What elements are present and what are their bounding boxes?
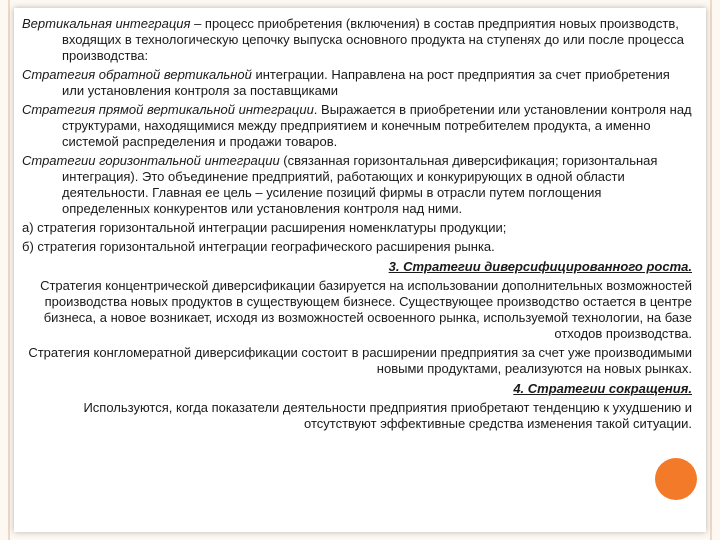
list-item-a: а) стратегия горизонтальной интеграции расширения номенклатуры продукции;	[22, 220, 507, 235]
definition-forward-integration: . Выражается в приобретении или установлении контроля над структурами, находящимися между предприятием и конечным потребителем продукта, а именно системой распределения и продажи товаров.	[62, 102, 692, 149]
term-vertical-integration: Вертикальная интеграция	[22, 16, 191, 31]
left-decorative-line	[8, 0, 10, 540]
paragraph-reduction-strategies: Используются, когда показатели деятельности предприятия приобретают тенденцию к ухудшению и отсутствуют эффективные средства изменения такой ситуации.	[83, 400, 692, 431]
term-forward-integration: Стратегия прямой вертикальной интеграции	[22, 102, 314, 117]
paragraph-backward-integration	[22, 67, 692, 99]
term-backward-integration: Стратегия обратной вертикальной	[22, 67, 252, 82]
list-item-b: б) стратегия горизонтальной интеграции географического расширения рынка.	[22, 239, 495, 254]
section-heading-diversified-growth-text: 3. Стратегии диверсифицированного роста.	[388, 259, 692, 274]
section-heading-diversified-growth	[22, 259, 692, 275]
paragraph-forward-integration	[22, 102, 692, 150]
definition-backward-integration: интеграции. Направлена на рост предприятия за счет приобретения или установления контроля за поставщиками	[62, 67, 670, 98]
section-heading-reduction-text: 4. Стратегии сокращения.	[513, 381, 692, 396]
paragraph-conglomerate-diversification: Стратегия конгломератной диверсификации состоит в расширении предприятия за счет уже производимыми новыми продуктами, реализуются на новых рынках.	[28, 345, 692, 376]
paragraph-concentric-diversification: Стратегия концентрической диверсификации базируется на использовании дополнительных возможностей производства новых продуктов в существующем бизнесе. Существующее производство остается в центре бизнеса, а новое возникает, исходя из возможностей освоенного рынка, используемой технологии, на базе отходов производства.	[40, 278, 692, 341]
definition-horizontal-integration: (связанная горизонтальная диверсификация; горизонтальная интеграция). Это объединение предприятий, работающих и конкурирующих в одной области деятельности. Главная ее цель – усиление позиций фирмы в отрасли путем поглощения определенных конкурентов или установления контроля над ними.	[62, 153, 658, 216]
slide-text-body	[22, 16, 692, 435]
definition-vertical-integration: – процесс приобретения (включения) в состав предприятия новых производств, входящих в технологическую цепочку выпуска основного продукта на ступенях до или после процесса производства:	[62, 16, 685, 63]
term-horizontal-integration: Стратегии горизонтальной интеграции	[22, 153, 280, 168]
right-decorative-line	[710, 0, 712, 540]
paragraph-horizontal-integration	[22, 153, 692, 217]
section-heading-reduction	[22, 381, 692, 397]
orange-circle-decoration	[655, 458, 697, 500]
slide-panel	[14, 8, 706, 532]
paragraph-vertical-integration	[22, 16, 692, 64]
